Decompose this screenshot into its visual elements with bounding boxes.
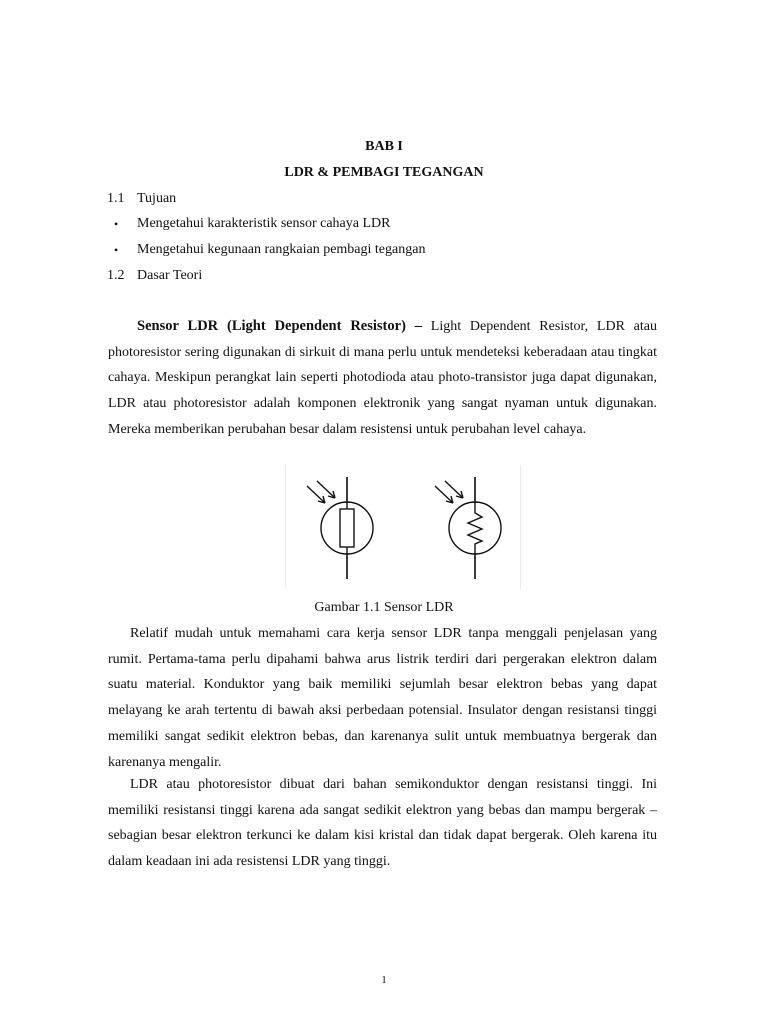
objective-text: Mengetahui karakteristik sensor cahaya LDR bbox=[137, 216, 391, 231]
paragraph-ldr-working: Relatif mudah untuk memahami cara kerja sensor LDR tanpa menggali penjelasan yang rumit. Pertama-tama perlu dipahami bahwa arus listrik terdiri dari pergerakan elektron dalam suatu material. Konduktor yang baik memiliki sejumlah besar elektron bebas yang dapat melayang ke arah tertentu di bawah aksi perbedaan potensial. Insulator dengan resistansi tinggi memiliki sangat sedikit elektron bebas, dan karenanya sulit untuk membuatnya bergerak dan karenanya mengalir. bbox=[108, 626, 657, 770]
section-number: 1.2 bbox=[107, 268, 125, 283]
chapter-title: LDR & PEMBAGI TEGANGAN bbox=[284, 165, 484, 180]
ldr-symbol-zigzag-icon bbox=[435, 477, 501, 579]
objective-text: Mengetahui kegunaan rangkaian pembagi tegangan bbox=[137, 242, 426, 257]
paragraph-ldr-material: LDR atau photoresistor dibuat dari bahan semikonduktor dengan resistansi tinggi. Ini memiliki resistansi tinggi karena ada sangat sedikit elektron yang bebas dan mampu bergerak – sebagian besar elektron terkunci ke dalam kisi kristal dan tidak dapat bergerak. Oleh karena itu dalam keadaan ini ada resistensi LDR yang tinggi. bbox=[108, 777, 657, 870]
ldr-symbol-diagram bbox=[285, 463, 521, 589]
section-label: Tujuan bbox=[137, 191, 177, 206]
ldr-symbol-rectangle-icon bbox=[307, 477, 373, 579]
bullet-icon: • bbox=[114, 243, 119, 257]
bullet-icon: • bbox=[114, 217, 119, 231]
paragraph-text: Light Dependent Resistor, LDR atau photoresistor sering digunakan di sirkuit di mana perlu untuk mendeteksi keberadaan atau tingkat cahaya. Meskipun perangkat lain seperti photodioda atau photo-transistor juga dapat digunakan, LDR atau photoresistor adalah komponen elektronik yang sangat nyaman untuk digunakan. Mereka memberikan perubahan besar dalam resistensi untuk perubahan level cahaya. bbox=[108, 319, 657, 437]
figure-caption: Gambar 1.1 Sensor LDR bbox=[314, 600, 454, 615]
paragraph-bold-lead: Sensor LDR (Light Dependent Resistor) – bbox=[137, 318, 423, 334]
section-label: Dasar Teori bbox=[137, 268, 203, 283]
paragraph-ldr-intro bbox=[108, 314, 657, 443]
page-number: 1 bbox=[381, 974, 387, 986]
chapter-heading: BAB I bbox=[365, 139, 403, 154]
ldr-symbol-figure bbox=[285, 463, 521, 589]
section-number: 1.1 bbox=[107, 191, 125, 206]
